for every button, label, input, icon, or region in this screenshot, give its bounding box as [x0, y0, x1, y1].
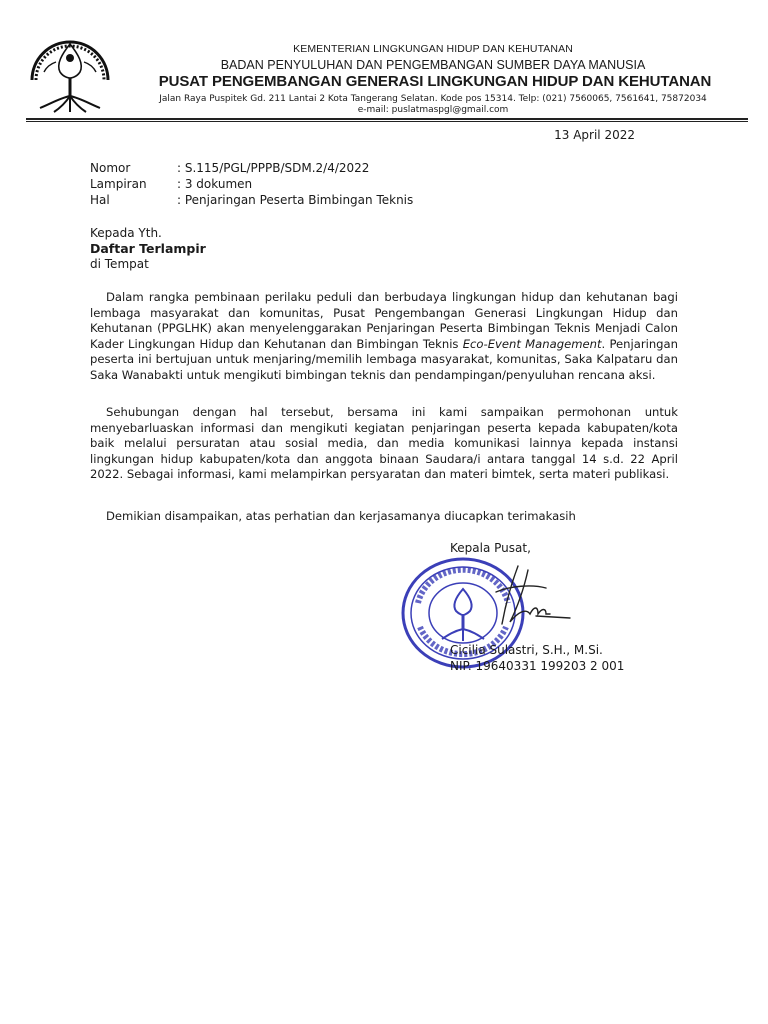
- addressee-recipient: Daftar Terlampir: [90, 241, 206, 256]
- body-p1-emphasis: Eco-Event Management: [462, 336, 602, 351]
- meta-nomor-value: : S.115/PGL/PPPB/SDM.2/4/2022: [177, 161, 370, 175]
- letterhead-center: PUSAT PENGEMBANGAN GENERASI LINGKUNGAN HIDUP DAN KEHUTANAN: [158, 73, 712, 90]
- letter-date: 13 April 2022: [554, 128, 635, 142]
- meta-nomor-label: Nomor: [90, 161, 131, 175]
- signatory-name: Cicilia Sulastri, S.H., M.Si.: [450, 643, 603, 657]
- meta-hal-value: : Penjaringan Peserta Bimbingan Teknis: [177, 193, 414, 207]
- addressee-greeting: Kepada Yth.: [90, 226, 162, 240]
- letterhead-email: e-mail: puslatmaspgl@gmail.com: [357, 105, 509, 115]
- signatory-nip: NIP. 19640331 199203 2 001: [450, 659, 625, 673]
- letterhead-ministry: KEMENTERIAN LINGKUNGAN HIDUP DAN KEHUTANAN: [293, 43, 573, 55]
- meta-lampiran-label: Lampiran: [90, 177, 147, 191]
- letterhead-divider-thick: [26, 118, 748, 120]
- meta-lampiran-value: : 3 dokumen: [177, 177, 253, 191]
- tree-emblem-icon: [26, 34, 114, 114]
- handwritten-signature-icon: [488, 562, 588, 632]
- body-paragraph-2: Sehubungan dengan hal tersebut, bersama ini kami sampaikan permohonan untuk menyebarluaskan informasi dan mengikuti kegiatan penjaringan peserta kepada kabupaten/kota baik melalui persuratan atau sosial media, dan media komunikasi lainnya kepada instansi lingkungan hidup kabupaten/kota dan anggota binaan Saudara/i antara tanggal 14 s.d. 22 April 2022. Sebagai informasi, kami melampirkan persyaratan dan materi bimtek, serta materi publikasi.: [90, 405, 678, 482]
- letterhead-address: Jalan Raya Puspitek Gd. 211 Lantai 2 Kota Tangerang Selatan. Kode pos 15314. Telp: (021) 7560065, 7561641, 75872034: [159, 94, 707, 104]
- letterhead-agency: BADAN PENYULUHAN DAN PENGEMBANGAN SUMBER DAYA MANUSIA: [220, 58, 646, 72]
- signature-title: Kepala Pusat,: [450, 541, 531, 555]
- letterhead-divider-thin: [26, 121, 748, 122]
- addressee-place: di Tempat: [90, 257, 149, 271]
- body-p1-text-b: . Penjaringan peserta ini bertujuan untuk menjaring/memilih lembaga masyarakat, komunitas, Saka Kalpataru dan Saka Wanabakti untuk mengikuti bimbingan teknis dan pendampingan/penyuluhan rencana aksi.: [90, 336, 678, 382]
- body-paragraph-1: [90, 290, 678, 384]
- meta-hal-label: Hal: [90, 193, 110, 207]
- body-paragraph-closing: Demikian disampaikan, atas perhatian dan kerjasamanya diucapkan terimakasih: [106, 509, 576, 523]
- body-p1-text-a: Dalam rangka pembinaan perilaku peduli dan berbudaya lingkungan hidup dan kehutanan bagi lembaga masyarakat dan komunitas, Pusat Pengembangan Generasi Lingkungan Hidup dan Kehutanan (PPGLHK) akan menyelenggarakan Penjaringan Peserta Bimbingan Teknis Menjadi Calon Kader Lingkungan Hidup dan Kehutanan dan Bimbingan Teknis: [90, 290, 678, 351]
